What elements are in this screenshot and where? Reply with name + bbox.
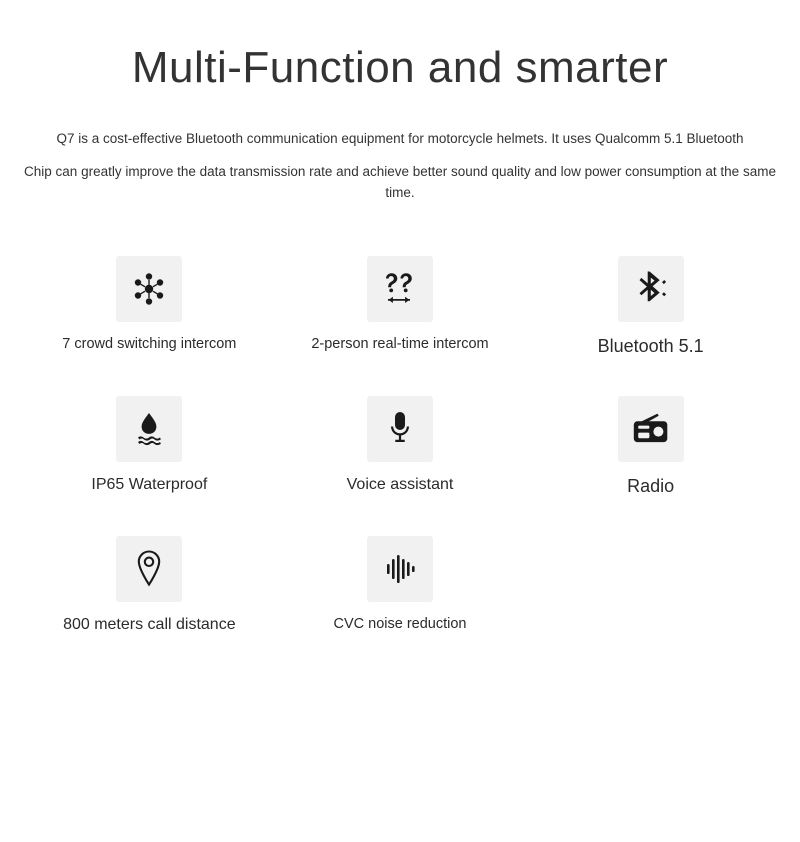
feature-item-placeholder xyxy=(525,536,776,636)
feature-label: Voice assistant xyxy=(346,475,454,493)
waterproof-droplet-icon xyxy=(116,396,182,462)
feature-item-two-person-intercom xyxy=(275,256,526,358)
sound-wave-icon xyxy=(367,536,433,602)
feature-item-noise-reduction xyxy=(275,536,526,636)
feature-label: 7 crowd switching intercom xyxy=(62,335,237,352)
intro-line-1: Q7 is a cost-effective Bluetooth communication equipment for motorcycle helmets. It uses Qualcomm 5.1 Bluetooth xyxy=(56,130,744,146)
feature-label: IP65 Waterproof xyxy=(91,475,208,493)
feature-page xyxy=(0,42,800,842)
feature-item-bluetooth xyxy=(525,256,776,358)
feature-label: CVC noise reduction xyxy=(333,616,467,633)
feature-item-call-distance xyxy=(24,536,275,636)
two-person-intercom-icon xyxy=(367,256,433,322)
feature-item-voice-assistant xyxy=(275,396,526,498)
feature-label: 800 meters call distance xyxy=(63,616,236,634)
intro-line-2: Chip can greatly improve the data transmission rate and achieve better sound quality and low power consumption at the same time. xyxy=(24,163,776,200)
page-title: Multi-Function and smarter xyxy=(131,43,669,92)
feature-item-radio xyxy=(525,396,776,498)
feature-label: 2-person real-time intercom xyxy=(311,335,489,352)
feature-grid xyxy=(0,256,800,637)
radio-icon xyxy=(618,396,684,462)
intro-paragraphs xyxy=(0,129,800,204)
bluetooth-icon xyxy=(618,256,684,322)
feature-item-waterproof xyxy=(24,396,275,498)
feature-label: Bluetooth 5.1 xyxy=(597,335,704,356)
location-pin-icon xyxy=(116,536,182,602)
feature-item-group-intercom xyxy=(24,256,275,358)
microphone-icon xyxy=(367,396,433,462)
feature-label: Radio xyxy=(627,475,675,496)
group-intercom-icon xyxy=(116,256,182,322)
